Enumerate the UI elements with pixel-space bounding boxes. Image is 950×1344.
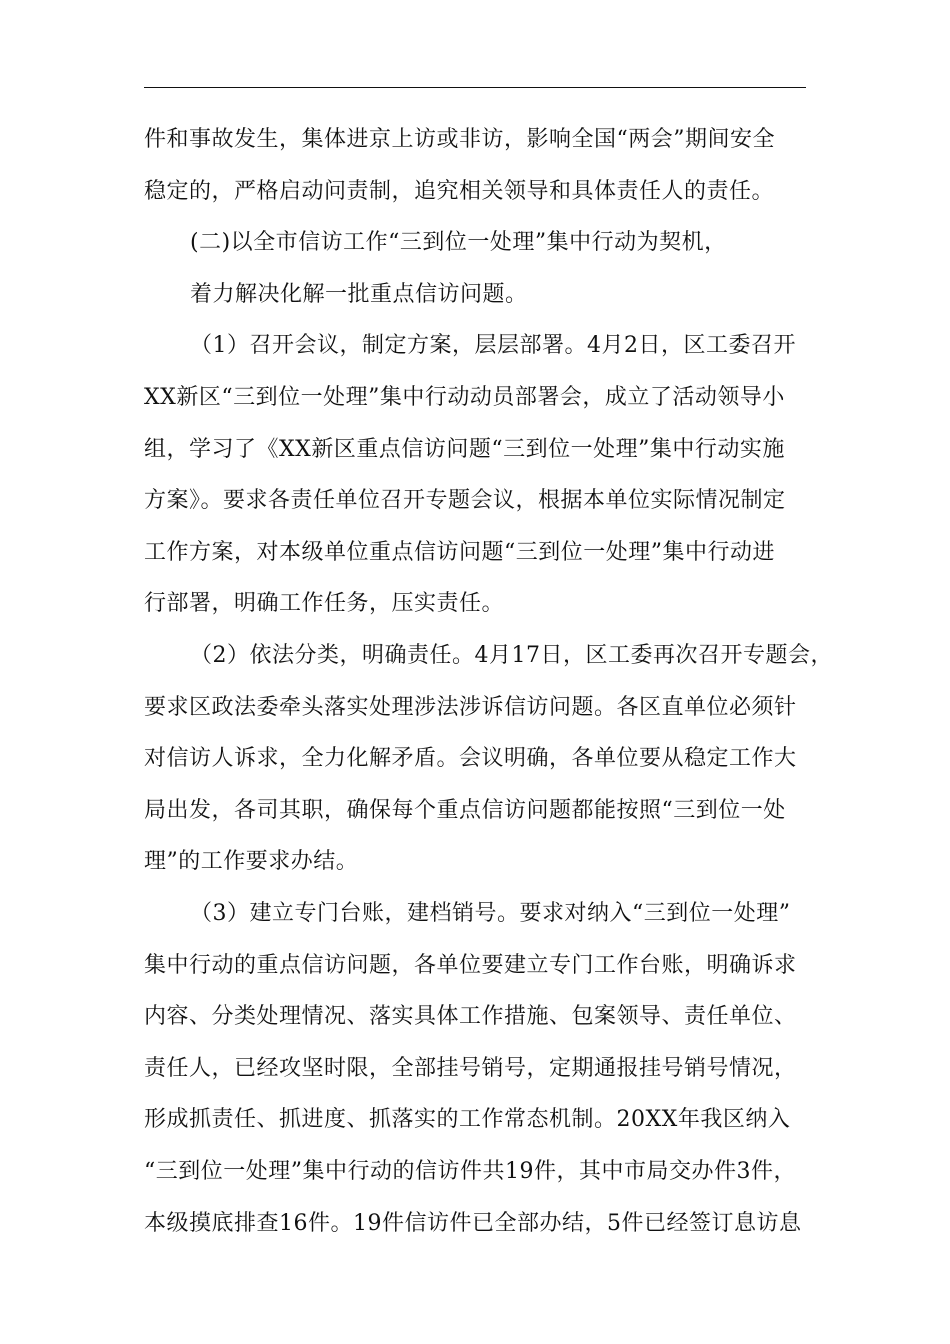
text-line: 内容、分类处理情况、落实具体工作措施、包案领导、责任单位、 [144,1004,797,1029]
section-heading-line: (二)以全市信访工作“三到位一处理”集中行动为契机， [190,230,727,255]
text-line: （1）召开会议，制定方案，层层部署。4月2日，区工委召开 [190,333,796,358]
text-line: 稳定的，严格启动问责制，追究相关领导和具体责任人的责任。 [144,179,775,204]
text-line: 理”的工作要求办结。 [144,849,359,874]
text-line: 工作方案，对本级单位重点信访问题“三到位一处理”集中行动进 [144,540,775,565]
header-rule [144,87,806,88]
text-line: 要求区政法委牵头落实处理涉法涉诉信访问题。各区直单位必须针 [144,695,797,720]
text-line: 组，学习了《XX新区重点信访问题“三到位一处理”集中行动实施 [144,437,785,462]
text-line: 行部署，明确工作任务，压实责任。 [144,591,505,616]
section-heading-line: 着力解决化解一批重点信访问题。 [190,282,528,307]
text-line: 责任人，已经攻坚时限，全部挂号销号，定期通报挂号销号情况， [144,1056,797,1081]
text-line: 形成抓责任、抓进度、抓落实的工作常态机制。20XX年我区纳入 [144,1107,791,1132]
text-line: 件和事故发生，集体进京上访或非访，影响全国“两会”期间安全 [144,127,775,152]
text-line: XX新区“三到位一处理”集中行动动员部署会，成立了活动领导小 [144,385,785,410]
text-line: 本级摸底排查16件。19件信访件已全部办结，5件已经签订息访息 [144,1211,802,1236]
text-line: （2）依法分类，明确责任。4月17日，区工委再次召开专题会， [190,643,833,668]
text-line: 对信访人诉求，全力化解矛盾。会议明确，各单位要从稳定工作大 [144,746,797,771]
text-line: “三到位一处理”集中行动的信访件共19件，其中市局交办件3件， [144,1159,796,1184]
text-line: 集中行动的重点信访问题，各单位要建立专门工作台账，明确诉求 [144,953,797,978]
text-line: 方案》。要求各责任单位召开专题会议，根据本单位实际情况制定 [144,488,786,513]
text-line: 局出发，各司其职，确保每个重点信访问题都能按照“三到位一处 [144,798,786,823]
text-line: （3）建立专门台账，建档销号。要求对纳入“三到位一处理” [190,901,791,926]
